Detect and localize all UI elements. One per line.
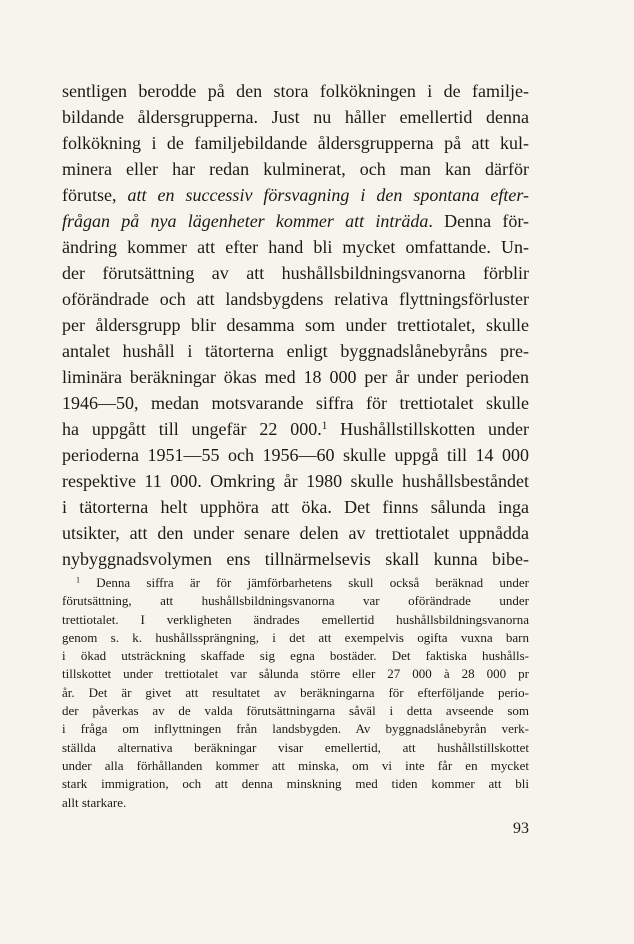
- text-line: bildande åldersgrupperna. Just nu håller emellertid denna: [62, 107, 529, 127]
- text-line: sentligen berodde på den stora folkökningen i de familje-: [62, 81, 529, 101]
- text-line: folkökning i de familjebildande åldersgrupperna på att kul-: [62, 133, 529, 153]
- footnote-line: [62, 574, 529, 592]
- text-fragment: förutse,: [62, 185, 128, 205]
- footnote-line: genom s. k. hushållssprängning, i det att exempelvis ogifta vuxna barn: [62, 629, 529, 645]
- text-line: [62, 208, 529, 234]
- text-fragment: Hushållstillskotten under: [327, 419, 530, 439]
- text-line: liminära beräkningar ökas med 18 000 per år under perioden: [62, 367, 529, 387]
- text-fragment: Denna siffra är för jämförbarhetens skull också beräknad under: [96, 575, 530, 590]
- text-line: nybyggnadsvolymen ens tillnärmelsevis skall kunna bibe-: [62, 549, 529, 569]
- footnote-line: förutsättning, att hushållsbildningsvanorna var oförändrade under: [62, 593, 529, 609]
- text-fragment: . Denna för-: [428, 211, 529, 231]
- main-text: [62, 78, 529, 572]
- text-line: minera eller har redan kulminerat, och man kan därför: [62, 159, 529, 179]
- text-line: utsikter, att den under senare delen av trettiotalet uppnådda: [62, 523, 529, 543]
- footnote-line: allt starkare.: [62, 794, 127, 810]
- footnote-line: under alla förhållanden kommer att minska, om vi inte får en mycket: [62, 757, 529, 773]
- footnote-line: år. Det är givet att resultatet av beräkningarna för efterföljande perio-: [62, 684, 529, 700]
- text-line: per åldersgrupp blir desamma som under trettiotalet, skulle: [62, 315, 529, 335]
- italic-phrase: frågan på nya lägenheter kommer att inträda: [62, 211, 429, 231]
- text-line: i tätorterna helt upphöra att öka. Det finns sålunda inga: [62, 497, 529, 517]
- text-line: [62, 182, 529, 208]
- text-line: oförändrade och att landsbygdens relativa flyttningsförluster: [62, 289, 529, 309]
- text-line: ändring kommer att efter hand bli mycket omfattande. Un-: [62, 237, 529, 257]
- footnote-line: tillskottet under trettiotalet var sålunda större eller 27 000 à 28 000 pr: [62, 666, 529, 682]
- text-line: perioderna 1951—55 och 1956—60 skulle uppgå till 14 000: [62, 445, 529, 465]
- footnote-line: i fråga om inflyttningen från landsbygden. Av byggnadslånebyrån verk-: [62, 721, 529, 737]
- footnote-line: i ökad utsträckning skaffade sig egna bostäder. Det faktiska hushålls-: [62, 648, 529, 664]
- text-line: [62, 416, 529, 442]
- footnote-reference: 1: [321, 419, 328, 432]
- text-line: antalet hushåll i tätorterna enligt byggnadslånebyråns pre-: [62, 341, 529, 361]
- text-line: der förutsättning av att hushållsbildningsvanorna förblir: [62, 263, 529, 283]
- footnote-line: der påverkas av de valda förutsättningarna såväl i detta avseende som: [62, 703, 529, 719]
- italic-phrase: att en successiv försvagning i den spontana efter-: [127, 185, 529, 205]
- text-line: 1946—50, medan motsvarande siffra för trettiotalet skulle: [62, 393, 529, 413]
- footnote-line: stark immigration, och att denna minskning med tiden kommer att bli: [62, 776, 529, 792]
- footnote-marker: 1: [76, 575, 81, 585]
- footnote-line: trettiotalet. I verkligheten ändrades emellertid hushållsbildningsvanorna: [62, 611, 529, 627]
- text-fragment: ha uppgått till ungefär 22 000.: [62, 419, 322, 439]
- footnote-line: ställda alternativa beräkningar visar emellertid, att hushållstillskottet: [62, 739, 529, 755]
- text-line: respektive 11 000. Omkring år 1980 skulle hushållsbeståndet: [62, 471, 529, 491]
- page-number: 93: [513, 820, 529, 837]
- footnote: [62, 574, 529, 812]
